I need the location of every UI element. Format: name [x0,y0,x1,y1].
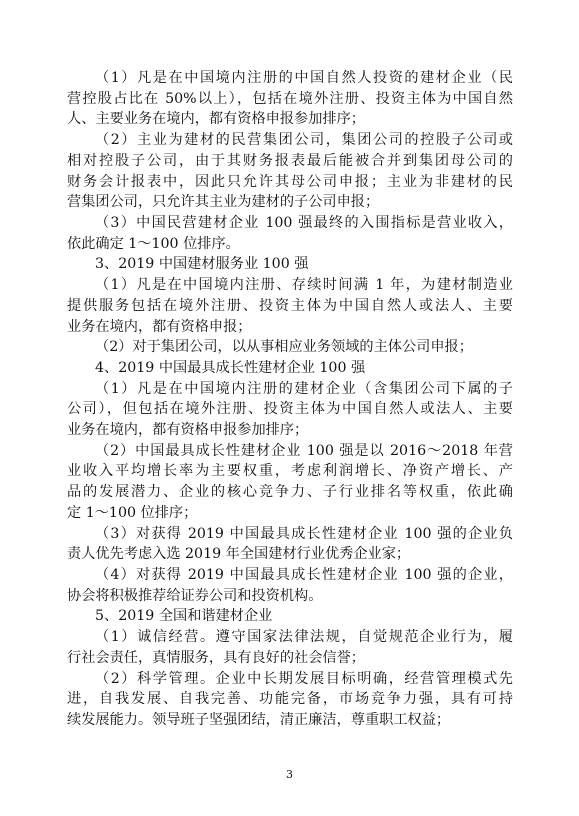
page-number: 3 [286,768,293,781]
text-line: 相对控股子公司，由于其财务报表最后能被合并到集团母公司的 [67,153,513,169]
text-line: 营集团公司，只允许其主业为建材的子公司申报； [67,194,380,210]
section-heading: 4、2019 中国最具成长性建材企业 100 强 [95,360,366,376]
section-heading: 5、2019 全国和谐建材企业 [95,608,273,624]
text-line: 业务在境内，都有资格申报参加排序； [67,422,309,438]
text-line: （3）对获得 2019 中国最具成长性建材企业 100 强的企业负 [95,526,513,542]
text-line: 业务在境内，都有资格申报； [67,319,252,335]
text-line: 业收入平均增长率为主要权重，考虑利润增长、净资产增长、产 [67,463,513,479]
text-line: 品的发展潜力、企业的核心竞争力、子行业排名等权重，依此确 [67,484,513,500]
text-line: （2）主业为建材的民营集团公司，集团公司的控股子公司或 [95,132,513,148]
text-line: 进，自我发展、自我完善、功能完备，市场竞争力强，具有可持 [67,691,513,707]
text-line: 责人优先考虑入选 2019 年全国建材行业优秀企业家； [67,546,411,562]
text-line: 人、主要业务在境内，都有资格申报参加排序； [67,111,365,127]
text-line: （2）科学管理。企业中长期发展目标明确，经营管理模式先 [95,671,513,687]
text-line: 续发展能力。领导班子坚强团结，清正廉洁，尊重职工权益； [67,712,451,728]
text-line: 营控股占比在 50%以上），包括在境外注册、投资主体为中国自然 [67,91,513,107]
text-line: 行社会责任，真情服务，具有良好的社会信誉； [67,650,365,666]
text-line: （1）凡是在中国境内注册的中国自然人投资的建材企业（民 [95,70,513,86]
text-line: 协会将积极推荐给证券公司和投资机构。 [67,588,323,604]
section-heading: 3、2019 中国建材服务业 100 强 [95,256,309,272]
text-line: 定 1～100 位排序； [67,505,198,521]
text-line: （2）中国最具成长性建材企业 100 强是以 2016～2018 年营 [95,443,513,459]
text-line: （1）诚信经营。遵守国家法律法规，自觉规范企业行为，履 [95,629,513,645]
text-line: （2）对于集团公司，以从事相应业务领域的主体公司申报； [95,339,473,355]
text-line: （1）凡是在中国境内注册、存续时间满 1 年，为建材制造业 [95,277,513,293]
text-line: （4）对获得 2019 中国最具成长性建材企业 100 强的企业， [95,567,513,583]
text-line: （1）凡是在中国境内注册的建材企业（含集团公司下属的子 [95,381,513,397]
text-line: 依此确定 1～100 位排序。 [67,236,240,252]
text-line: 财务会计报表中，因此只允许其母公司申报；主业为非建材的民 [67,174,513,190]
text-line: 公司），但包括在境外注册、投资主体为中国自然人或法人、主要 [67,401,513,417]
text-line: （3）中国民营建材企业 100 强最终的入围指标是营业收入， [95,215,513,231]
text-line: 提供服务包括在境外注册、投资主体为中国自然人或法人、主要 [67,298,513,314]
